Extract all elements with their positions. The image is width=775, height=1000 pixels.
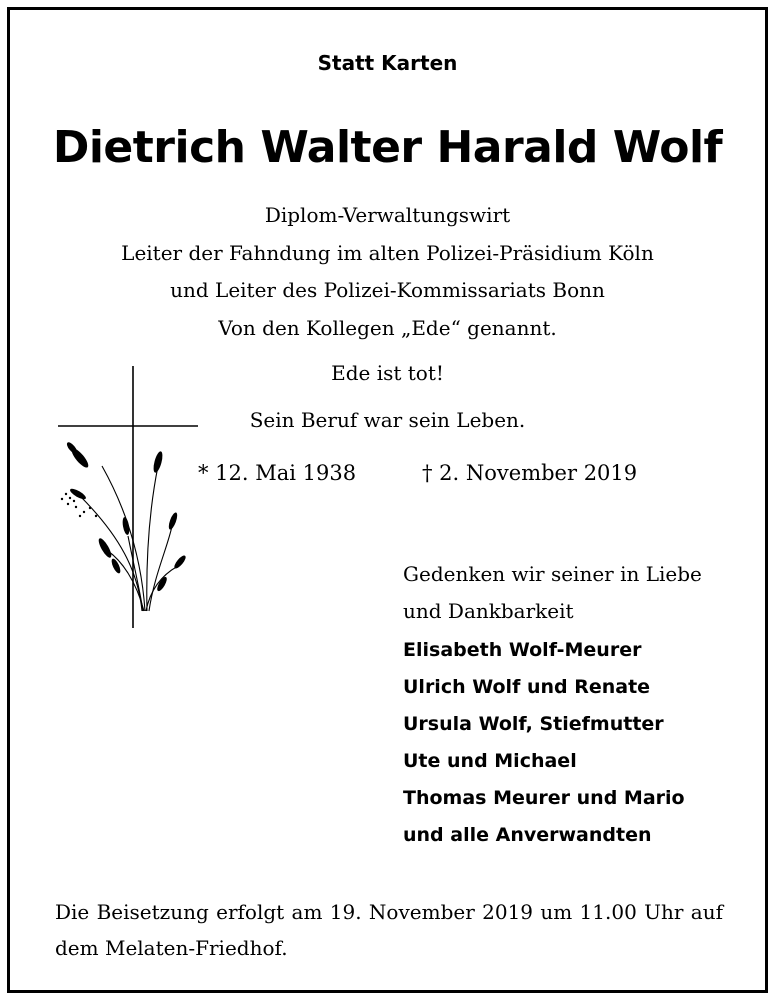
funeral-info: Die Beisetzung erfolgt am 19. November 2019 um 11.00 Uhr auf dem Melaten-Friedhof. <box>55 900 723 960</box>
mourner-item: Ute und Michael <box>403 750 577 772</box>
deceased-name: Dietrich Walter Harald Wolf <box>52 122 723 173</box>
mourner-item: Elisabeth Wolf-Meurer <box>403 639 642 661</box>
deceased-role-1: Leiter der Fahndung im alten Polizei-Präsidium Köln <box>121 241 654 265</box>
memorial-line-1: Gedenken wir seiner in Liebe <box>403 562 702 586</box>
cross-with-wheat-icon <box>50 366 200 628</box>
mourner-item: Thomas Meurer und Mario <box>403 787 685 809</box>
mourners-list <box>403 632 685 854</box>
motto-line-1: Ede ist tot! <box>331 361 444 385</box>
memorial-line-2: und Dankbarkeit <box>403 599 574 623</box>
memorial-text <box>403 556 702 630</box>
birth-date: * 12. Mai 1938 <box>198 461 357 485</box>
obituary-notice <box>7 7 768 993</box>
deceased-nickname: Von den Kollegen „Ede“ genannt. <box>218 316 557 340</box>
motto-line-2: Sein Beruf war sein Leben. <box>249 408 526 432</box>
death-date: † 2. November 2019 <box>422 461 638 485</box>
deceased-role-2: und Leiter des Polizei-Kommissariats Bonn <box>170 278 605 302</box>
mourner-item: Ursula Wolf, Stiefmutter <box>403 713 664 735</box>
deceased-title: Diplom-Verwaltungswirt <box>264 203 511 227</box>
header-statt-karten: Statt Karten <box>317 51 458 75</box>
mourner-item: Ulrich Wolf und Renate <box>403 676 651 698</box>
mourner-item: und alle Anverwandten <box>403 824 652 846</box>
